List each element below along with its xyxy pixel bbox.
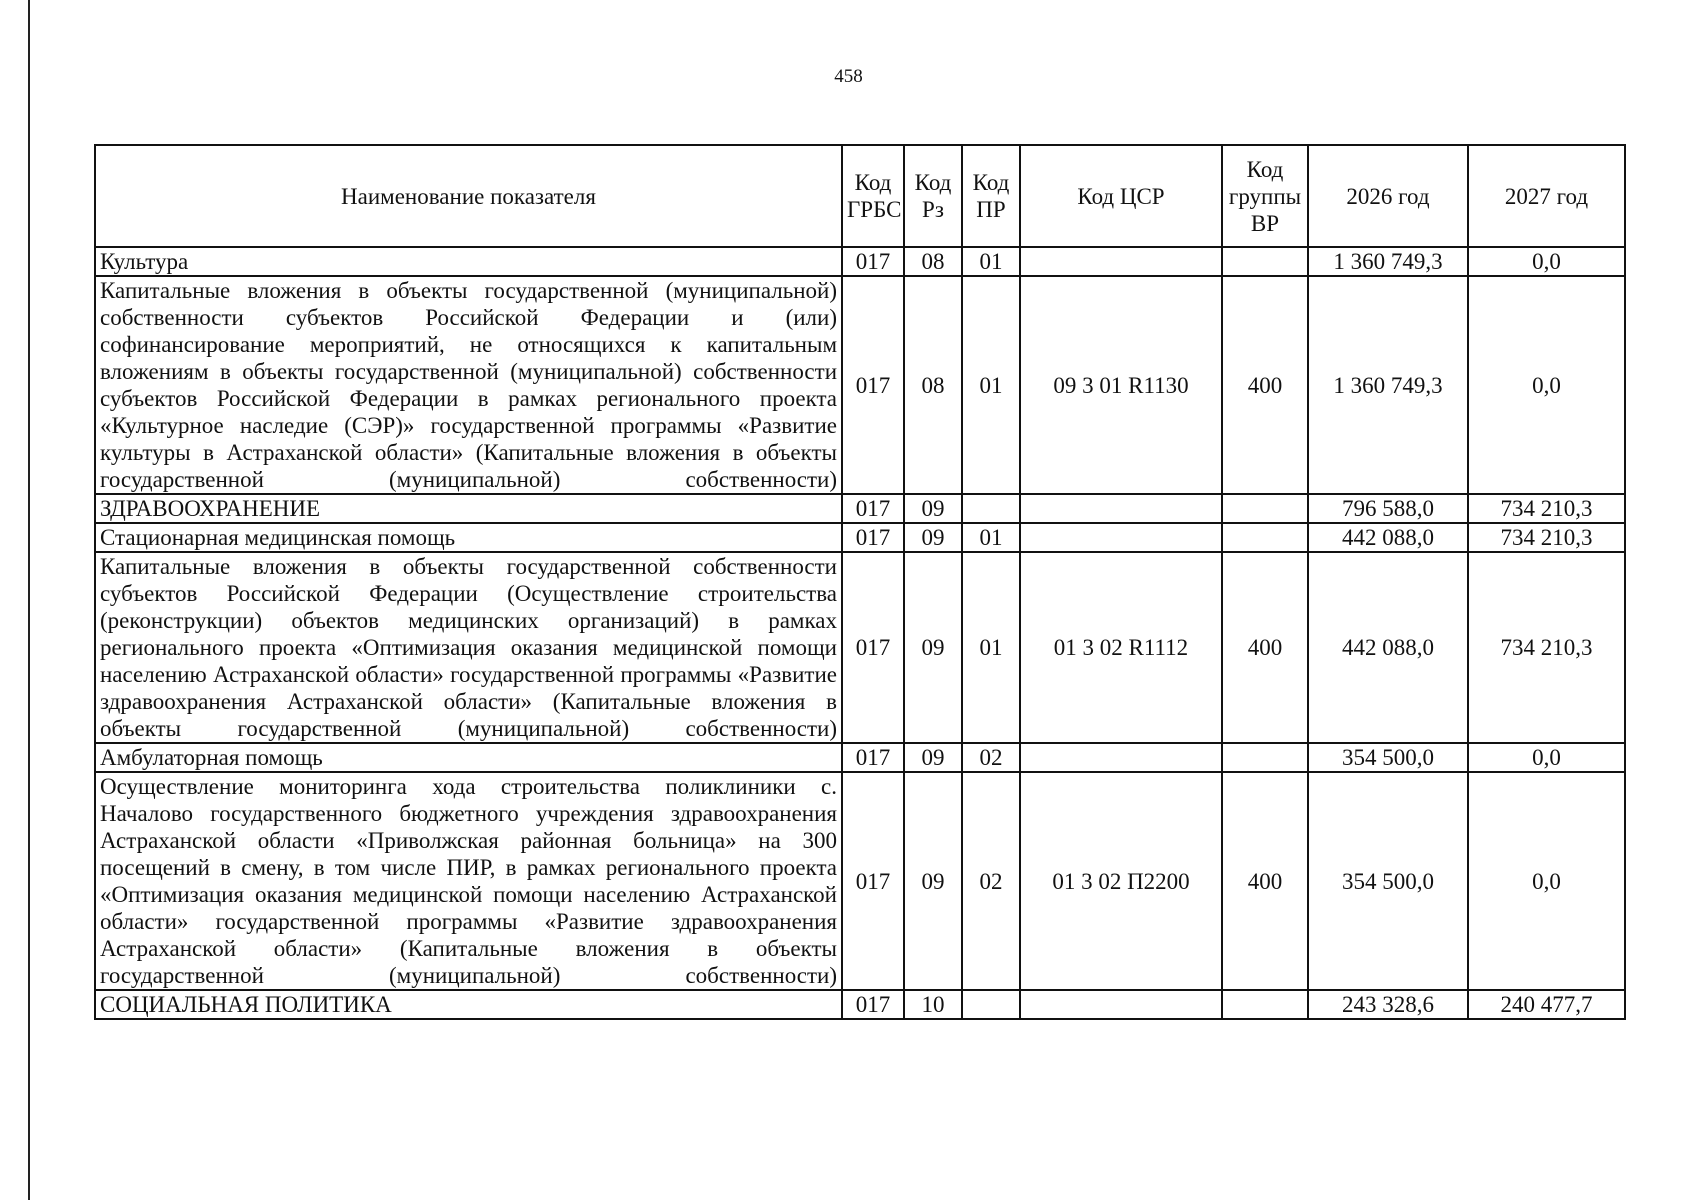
cell-grbs: 017 [842,247,904,276]
cell-pr: 01 [962,552,1020,743]
cell-y2027: 734 210,3 [1468,552,1625,743]
cell-y2026: 354 500,0 [1308,772,1468,990]
table-row [95,552,1625,743]
cell-vr: 400 [1222,552,1308,743]
cell-y2026: 1 360 749,3 [1308,247,1468,276]
cell-pr: 02 [962,743,1020,772]
page-left-border [28,0,30,1200]
cell-y2026: 243 328,6 [1308,990,1468,1019]
cell-vr [1222,247,1308,276]
cell-name: Амбулаторная помощь [95,743,842,772]
header-grbs: Код ГРБС [842,145,904,247]
cell-name: Культура [95,247,842,276]
table-row [95,990,1625,1019]
budget-table [94,144,1626,1020]
cell-csr: 09 3 01 R1130 [1020,276,1222,494]
cell-name: СОЦИАЛЬНАЯ ПОЛИТИКА [95,990,842,1019]
cell-pr [962,990,1020,1019]
cell-grbs: 017 [842,552,904,743]
cell-pr: 01 [962,276,1020,494]
cell-pr: 01 [962,247,1020,276]
cell-grbs: 017 [842,772,904,990]
cell-vr [1222,743,1308,772]
cell-y2027: 734 210,3 [1468,523,1625,552]
cell-csr [1020,990,1222,1019]
cell-y2026: 442 088,0 [1308,523,1468,552]
cell-name: Капитальные вложения в объекты государственной (муниципальной) собственности субъектов Российской Федерации и (или) софинансирование мероприятий, не относящихся к капитальным вложениям в объекты государственной (муниципальной) собственности субъектов Российской Федерации в рамках регионального проекта «Культурное наследие (СЭР)» государственной программы «Развитие культуры в Астраханской области» (Капитальные вложения в объекты государственной (муниципальной) собственности) [95,276,842,494]
cell-y2027: 734 210,3 [1468,494,1625,523]
table-row [95,523,1625,552]
table-header-row [95,145,1625,247]
cell-csr [1020,494,1222,523]
cell-name: ЗДРАВООХРАНЕНИЕ [95,494,842,523]
cell-vr [1222,523,1308,552]
cell-rz: 10 [904,990,962,1019]
cell-grbs: 017 [842,494,904,523]
cell-y2027: 0,0 [1468,247,1625,276]
cell-csr [1020,247,1222,276]
table-row [95,247,1625,276]
cell-csr [1020,523,1222,552]
cell-pr: 02 [962,772,1020,990]
table-row [95,743,1625,772]
cell-grbs: 017 [842,523,904,552]
cell-grbs: 017 [842,743,904,772]
cell-csr [1020,743,1222,772]
cell-vr [1222,494,1308,523]
cell-pr [962,494,1020,523]
page-number: 458 [834,66,863,87]
table-row [95,772,1625,990]
cell-name: Капитальные вложения в объекты государственной собственности субъектов Российской Федерации (Осуществление строительства (реконструкции) объектов медицинских организаций) в рамках регионального проекта «Оптимизация оказания медицинской помощи населению Астраханской области» государственной программы «Развитие здравоохранения Астраханской области» (Капитальные вложения в объекты государственной (муниципальной) собственности) [95,552,842,743]
cell-rz: 08 [904,276,962,494]
header-name: Наименование показателя [95,145,842,247]
cell-pr: 01 [962,523,1020,552]
table-row [95,494,1625,523]
cell-grbs: 017 [842,276,904,494]
cell-grbs: 017 [842,990,904,1019]
header-csr: Код ЦСР [1020,145,1222,247]
cell-y2026: 796 588,0 [1308,494,1468,523]
cell-y2027: 0,0 [1468,772,1625,990]
cell-csr: 01 3 02 П2200 [1020,772,1222,990]
cell-vr: 400 [1222,772,1308,990]
header-2027: 2027 год [1468,145,1625,247]
cell-y2026: 442 088,0 [1308,552,1468,743]
header-2026: 2026 год [1308,145,1468,247]
cell-name: Стационарная медицинская помощь [95,523,842,552]
cell-rz: 09 [904,743,962,772]
cell-rz: 09 [904,552,962,743]
cell-rz: 09 [904,523,962,552]
cell-y2026: 1 360 749,3 [1308,276,1468,494]
cell-vr: 400 [1222,276,1308,494]
cell-y2027: 0,0 [1468,276,1625,494]
cell-name: Осуществление мониторинга хода строительства поликлиники с. Началово государственного бюджетного учреждения здравоохранения Астраханской области «Приволжская районная больница» на 300 посещений в смену, в том числе ПИР, в рамках регионального проекта «Оптимизация оказания медицинской помощи населению Астраханской области» государственной программы «Развитие здравоохранения Астраханской области» (Капитальные вложения в объекты государственной (муниципальной) собственности) [95,772,842,990]
cell-y2027: 240 477,7 [1468,990,1625,1019]
cell-rz: 09 [904,494,962,523]
header-vr: Код группы ВР [1222,145,1308,247]
cell-rz: 09 [904,772,962,990]
table-row [95,276,1625,494]
header-rz: Код Рз [904,145,962,247]
cell-csr: 01 3 02 R1112 [1020,552,1222,743]
cell-y2026: 354 500,0 [1308,743,1468,772]
header-pr: Код ПР [962,145,1020,247]
cell-rz: 08 [904,247,962,276]
cell-y2027: 0,0 [1468,743,1625,772]
cell-vr [1222,990,1308,1019]
